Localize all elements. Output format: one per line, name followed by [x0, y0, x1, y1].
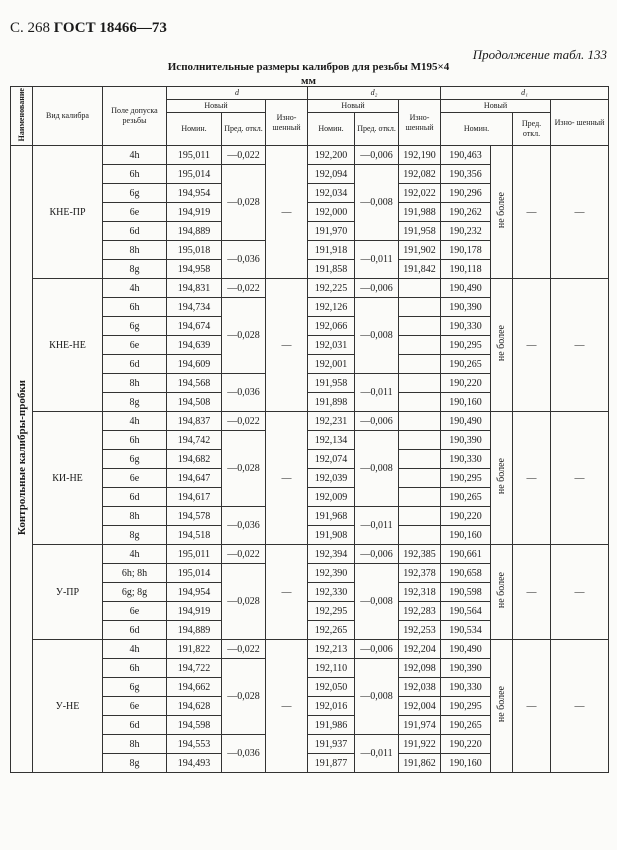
standard-code: ГОСТ 18466—73 — [53, 20, 167, 36]
d2-worn — [399, 488, 441, 507]
d1-nominal: 190,265 — [441, 716, 491, 735]
tolerance-field: 8h — [103, 507, 167, 526]
d2-nominal: 192,074 — [308, 450, 355, 469]
col-header-naim: Наименование — [11, 87, 33, 146]
d2-worn: 192,098 — [399, 659, 441, 678]
col-header-d1-dev: Пред. откл. — [513, 113, 551, 146]
d1-deviation: — — [513, 640, 551, 773]
d-nominal: 194,647 — [167, 469, 222, 488]
d-deviation: —0,022 — [222, 545, 266, 564]
caliber-type: КНЕ-НЕ — [33, 279, 103, 412]
d1-nominal: 190,160 — [441, 393, 491, 412]
caliber-type: У-НЕ — [33, 640, 103, 773]
d-nominal: 194,958 — [167, 260, 222, 279]
d1-nominal: 190,160 — [441, 754, 491, 773]
d1-deviation: — — [513, 545, 551, 640]
d2-nominal: 192,034 — [308, 184, 355, 203]
d2-deviation: —0,011 — [355, 735, 399, 773]
d-nominal: 194,734 — [167, 298, 222, 317]
d1-nominal: 190,265 — [441, 488, 491, 507]
group-label: Контрольные калибры-пробки — [11, 146, 33, 773]
d2-worn: 192,190 — [399, 146, 441, 165]
d2-worn: 191,842 — [399, 260, 441, 279]
col-header-d2-dev: Пред. откл. — [355, 113, 399, 146]
table-row — [11, 545, 609, 564]
col-header-d2-nom: Номин. — [308, 113, 355, 146]
d1-nominal: 190,661 — [441, 545, 491, 564]
tolerance-field: 6d — [103, 355, 167, 374]
d2-deviation: —0,008 — [355, 431, 399, 507]
d-worn: — — [266, 146, 308, 279]
d2-nominal: 192,231 — [308, 412, 355, 431]
d-nominal: 195,011 — [167, 146, 222, 165]
d2-nominal: 191,918 — [308, 241, 355, 260]
d2-deviation: —0,006 — [355, 146, 399, 165]
d2-worn — [399, 412, 441, 431]
tolerance-field: 6e — [103, 203, 167, 222]
tolerance-field: 6h; 8h — [103, 564, 167, 583]
d2-worn: 191,922 — [399, 735, 441, 754]
d-nominal: 195,014 — [167, 564, 222, 583]
tolerance-field: 6e — [103, 602, 167, 621]
d1-nominal: 190,295 — [441, 469, 491, 488]
tolerance-field: 8g — [103, 393, 167, 412]
d1-max-note: не более — [491, 146, 513, 279]
d2-nominal: 191,898 — [308, 393, 355, 412]
tolerance-field: 6h — [103, 298, 167, 317]
col-header-d-new: Новый — [167, 100, 266, 113]
tolerance-field: 6h — [103, 659, 167, 678]
d2-nominal: 192,330 — [308, 583, 355, 602]
d2-worn: 192,318 — [399, 583, 441, 602]
d2-nominal: 192,200 — [308, 146, 355, 165]
d-worn: — — [266, 640, 308, 773]
d1-nominal: 190,296 — [441, 184, 491, 203]
d2-nominal: 192,225 — [308, 279, 355, 298]
d1-nominal: 190,356 — [441, 165, 491, 184]
d1-nominal: 190,160 — [441, 526, 491, 545]
d-deviation: —0,036 — [222, 735, 266, 773]
col-header-d1-worn: Изно- шенный — [551, 100, 609, 146]
d-deviation: —0,036 — [222, 507, 266, 545]
d1-nominal: 190,564 — [441, 602, 491, 621]
d1-nominal: 190,490 — [441, 640, 491, 659]
d2-deviation: —0,008 — [355, 659, 399, 735]
tolerance-field: 6d — [103, 716, 167, 735]
d2-nominal: 192,110 — [308, 659, 355, 678]
d2-worn — [399, 431, 441, 450]
d-nominal: 195,018 — [167, 241, 222, 260]
d-nominal: 194,508 — [167, 393, 222, 412]
table-row — [11, 412, 609, 431]
tolerance-field: 6d — [103, 621, 167, 640]
d2-nominal: 191,937 — [308, 735, 355, 754]
table-continuation: Продолжение табл. 133 — [472, 47, 607, 62]
d2-worn — [399, 469, 441, 488]
table-title-line1: Исполнительные размеры калибров для резьбы М195×4 — [167, 61, 450, 73]
d2-nominal: 191,958 — [308, 374, 355, 393]
d-nominal: 194,682 — [167, 450, 222, 469]
d2-worn: 192,204 — [399, 640, 441, 659]
d-deviation: —0,022 — [222, 146, 266, 165]
d1-max-note: не более — [491, 412, 513, 545]
d2-nominal: 192,009 — [308, 488, 355, 507]
d-nominal: 194,553 — [167, 735, 222, 754]
col-header-d2-new: Новый — [308, 100, 399, 113]
tolerance-field: 8g — [103, 526, 167, 545]
tolerance-field: 6h — [103, 165, 167, 184]
d2-nominal: 191,968 — [308, 507, 355, 526]
d2-deviation: —0,006 — [355, 545, 399, 564]
col-header-d-nom: Номин. — [167, 113, 222, 146]
tolerance-field: 4h — [103, 279, 167, 298]
col-header-pole: Поле допуска резьбы — [103, 87, 167, 146]
d-nominal: 194,609 — [167, 355, 222, 374]
d1-worn: — — [551, 640, 609, 773]
d2-nominal: 192,394 — [308, 545, 355, 564]
d1-nominal: 190,118 — [441, 260, 491, 279]
d1-deviation: — — [513, 279, 551, 412]
d-deviation: —0,028 — [222, 564, 266, 640]
tolerance-field: 6g — [103, 184, 167, 203]
d2-nominal: 192,039 — [308, 469, 355, 488]
d2-nominal: 192,016 — [308, 697, 355, 716]
caliber-type: КНЕ-ПР — [33, 146, 103, 279]
tolerance-field: 8g — [103, 260, 167, 279]
d1-worn: — — [551, 545, 609, 640]
d-nominal: 194,628 — [167, 697, 222, 716]
d2-worn — [399, 279, 441, 298]
d2-worn — [399, 507, 441, 526]
d2-worn: 192,253 — [399, 621, 441, 640]
d2-worn: 192,378 — [399, 564, 441, 583]
d2-nominal: 192,066 — [308, 317, 355, 336]
table-body — [11, 146, 609, 773]
d2-worn: 192,082 — [399, 165, 441, 184]
tolerance-field: 4h — [103, 146, 167, 165]
d1-nominal: 190,265 — [441, 355, 491, 374]
d2-nominal: 192,000 — [308, 203, 355, 222]
d-deviation: —0,022 — [222, 412, 266, 431]
d2-worn: 192,022 — [399, 184, 441, 203]
tolerance-field: 6d — [103, 488, 167, 507]
d1-nominal: 190,295 — [441, 697, 491, 716]
tolerance-field: 8g — [103, 754, 167, 773]
d-deviation: —0,036 — [222, 374, 266, 412]
d2-worn — [399, 450, 441, 469]
d2-worn — [399, 526, 441, 545]
tolerance-field: 6e — [103, 469, 167, 488]
d2-worn: 191,958 — [399, 222, 441, 241]
col-header-vid: Вид калибра — [33, 87, 103, 146]
d-nominal: 194,617 — [167, 488, 222, 507]
d-deviation: —0,022 — [222, 279, 266, 298]
d-nominal: 194,518 — [167, 526, 222, 545]
tolerance-field: 6d — [103, 222, 167, 241]
d-nominal: 191,822 — [167, 640, 222, 659]
d2-nominal: 191,908 — [308, 526, 355, 545]
d1-nominal: 190,330 — [441, 678, 491, 697]
d-nominal: 194,722 — [167, 659, 222, 678]
d2-deviation: —0,011 — [355, 507, 399, 545]
d1-nominal: 190,390 — [441, 659, 491, 678]
d2-worn: 192,004 — [399, 697, 441, 716]
d-deviation: —0,036 — [222, 241, 266, 279]
calibers-table — [10, 86, 609, 773]
d2-worn — [399, 393, 441, 412]
d1-nominal: 190,598 — [441, 583, 491, 602]
d1-worn: — — [551, 146, 609, 279]
d2-nominal: 192,126 — [308, 298, 355, 317]
d2-worn: 191,974 — [399, 716, 441, 735]
caliber-type: У-ПР — [33, 545, 103, 640]
d1-max-note: не более — [491, 545, 513, 640]
d1-max-note: не более — [491, 279, 513, 412]
d2-nominal: 191,986 — [308, 716, 355, 735]
tolerance-field: 4h — [103, 545, 167, 564]
tolerance-field: 4h — [103, 412, 167, 431]
tolerance-field: 6g — [103, 317, 167, 336]
d2-worn — [399, 374, 441, 393]
table-row — [11, 279, 609, 298]
d2-deviation: —0,006 — [355, 412, 399, 431]
d2-nominal: 192,265 — [308, 621, 355, 640]
d1-nominal: 190,463 — [441, 146, 491, 165]
tolerance-field: 6h — [103, 431, 167, 450]
page-number: С. 268 — [10, 20, 51, 36]
d-nominal: 195,011 — [167, 545, 222, 564]
tolerance-field: 6g; 8g — [103, 583, 167, 602]
d-nominal: 194,889 — [167, 621, 222, 640]
d-nominal: 194,837 — [167, 412, 222, 431]
d2-worn — [399, 317, 441, 336]
d2-nominal: 192,001 — [308, 355, 355, 374]
d2-deviation: —0,011 — [355, 374, 399, 412]
d2-deviation: —0,006 — [355, 279, 399, 298]
tolerance-field: 6e — [103, 697, 167, 716]
caliber-type: КИ-НЕ — [33, 412, 103, 545]
d2-nominal: 192,031 — [308, 336, 355, 355]
d1-nominal: 190,390 — [441, 431, 491, 450]
d-nominal: 194,742 — [167, 431, 222, 450]
d-nominal: 194,889 — [167, 222, 222, 241]
col-header-d: d — [167, 87, 308, 100]
d2-nominal: 192,390 — [308, 564, 355, 583]
d-nominal: 194,919 — [167, 602, 222, 621]
d-deviation: —0,028 — [222, 165, 266, 241]
d-nominal: 194,493 — [167, 754, 222, 773]
d-deviation: —0,028 — [222, 659, 266, 735]
d1-nominal: 190,220 — [441, 507, 491, 526]
tolerance-field: 8h — [103, 241, 167, 260]
d-nominal: 194,919 — [167, 203, 222, 222]
d-nominal: 194,954 — [167, 583, 222, 602]
d-nominal: 194,954 — [167, 184, 222, 203]
tolerance-field: 8h — [103, 735, 167, 754]
d2-nominal: 192,050 — [308, 678, 355, 697]
d1-worn: — — [551, 279, 609, 412]
d-worn: — — [266, 412, 308, 545]
d2-nominal: 192,094 — [308, 165, 355, 184]
d2-nominal: 192,213 — [308, 640, 355, 659]
d2-nominal: 192,134 — [308, 431, 355, 450]
d-nominal: 194,568 — [167, 374, 222, 393]
page-header — [10, 20, 167, 37]
tolerance-field: 6g — [103, 450, 167, 469]
d1-nominal: 190,490 — [441, 412, 491, 431]
d2-worn — [399, 298, 441, 317]
d1-nominal: 190,330 — [441, 450, 491, 469]
col-header-d-worn: Изно- шенный — [266, 100, 308, 146]
d-nominal: 195,014 — [167, 165, 222, 184]
d-deviation: —0,022 — [222, 640, 266, 659]
d1-deviation: — — [513, 412, 551, 545]
d1-nominal: 190,232 — [441, 222, 491, 241]
d1-nominal: 190,534 — [441, 621, 491, 640]
d-deviation: —0,028 — [222, 431, 266, 507]
table-title-units: мм — [301, 75, 316, 87]
tolerance-field: 6e — [103, 336, 167, 355]
d-nominal: 194,674 — [167, 317, 222, 336]
tolerance-field: 6g — [103, 678, 167, 697]
d2-worn: 192,038 — [399, 678, 441, 697]
d1-nominal: 190,220 — [441, 374, 491, 393]
d2-nominal: 191,858 — [308, 260, 355, 279]
d2-worn — [399, 355, 441, 374]
table-row — [11, 640, 609, 659]
d-deviation: —0,028 — [222, 298, 266, 374]
d1-deviation: — — [513, 146, 551, 279]
col-header-d-dev: Пред. откл. — [222, 113, 266, 146]
d1-nominal: 190,262 — [441, 203, 491, 222]
d1-nominal: 190,330 — [441, 317, 491, 336]
tolerance-field: 4h — [103, 640, 167, 659]
col-header-d2: d₂ — [308, 87, 441, 100]
d2-deviation: —0,008 — [355, 298, 399, 374]
table-row — [11, 146, 609, 165]
d2-deviation: —0,006 — [355, 640, 399, 659]
d1-nominal: 190,390 — [441, 298, 491, 317]
d1-nominal: 190,295 — [441, 336, 491, 355]
d-nominal: 194,662 — [167, 678, 222, 697]
d2-nominal: 191,877 — [308, 754, 355, 773]
d2-nominal: 192,295 — [308, 602, 355, 621]
d1-max-note: не более — [491, 640, 513, 773]
d-nominal: 194,831 — [167, 279, 222, 298]
d1-nominal: 190,220 — [441, 735, 491, 754]
d1-worn: — — [551, 412, 609, 545]
col-header-d2-worn: Изно- шенный — [399, 100, 441, 146]
d2-deviation: —0,008 — [355, 564, 399, 640]
d-nominal: 194,639 — [167, 336, 222, 355]
d2-nominal: 191,970 — [308, 222, 355, 241]
tolerance-field: 8h — [103, 374, 167, 393]
col-header-d1-new: Новый — [441, 100, 551, 113]
d-nominal: 194,578 — [167, 507, 222, 526]
d2-deviation: —0,008 — [355, 165, 399, 241]
d1-nominal: 190,658 — [441, 564, 491, 583]
d-worn: — — [266, 545, 308, 640]
d2-deviation: —0,011 — [355, 241, 399, 279]
col-header-d1-nom: Номин. — [441, 113, 513, 146]
d2-worn: 192,283 — [399, 602, 441, 621]
d2-worn: 191,862 — [399, 754, 441, 773]
d2-worn — [399, 336, 441, 355]
d-worn: — — [266, 279, 308, 412]
d1-nominal: 190,178 — [441, 241, 491, 260]
d1-nominal: 190,490 — [441, 279, 491, 298]
col-header-d1: d₁ — [441, 87, 609, 100]
d2-worn: 192,385 — [399, 545, 441, 564]
d2-worn: 191,988 — [399, 203, 441, 222]
d-nominal: 194,598 — [167, 716, 222, 735]
table-title — [0, 60, 617, 88]
d2-worn: 191,902 — [399, 241, 441, 260]
